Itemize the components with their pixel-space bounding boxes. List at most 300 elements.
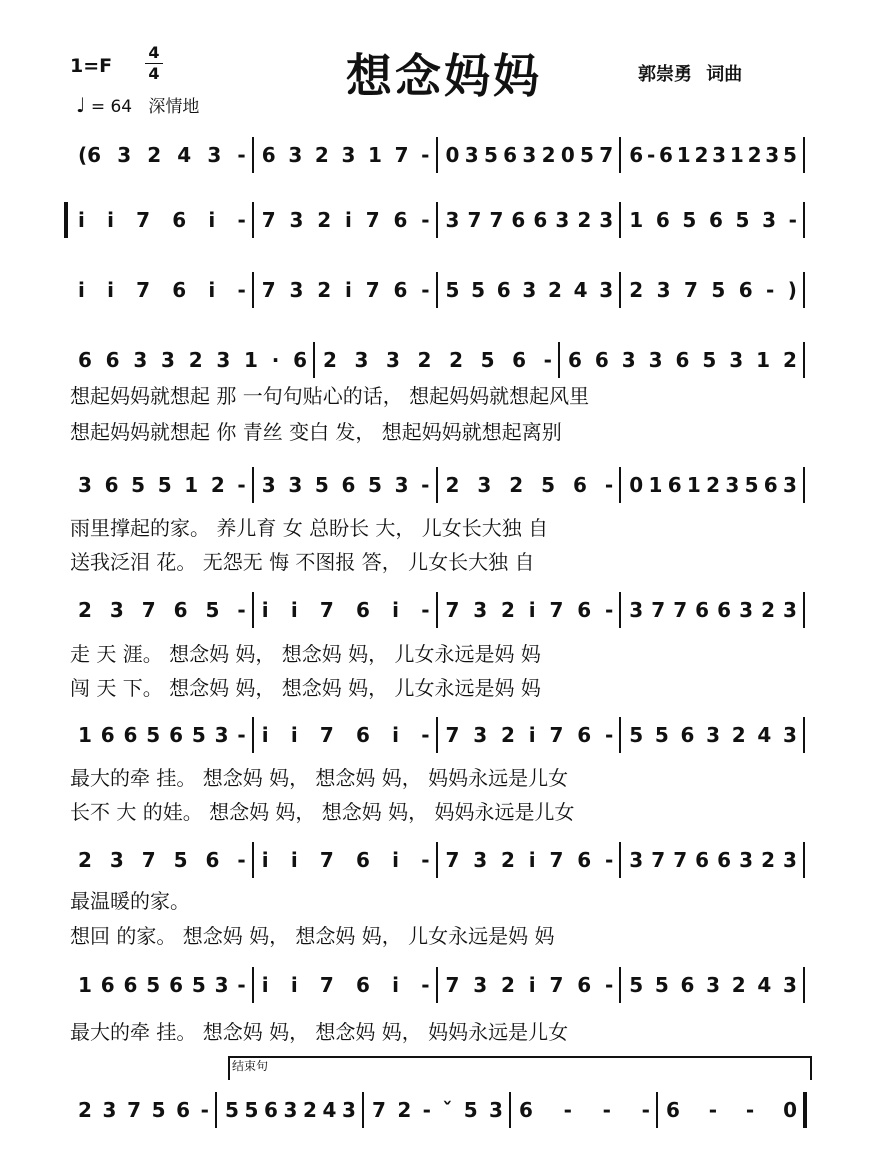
measure	[78, 135, 246, 175]
measure	[262, 465, 430, 505]
note: 7	[394, 143, 409, 167]
notation-system	[70, 340, 805, 380]
measure	[446, 715, 614, 755]
barline	[803, 967, 805, 1003]
note: 2	[417, 348, 432, 372]
note: 3	[555, 208, 570, 232]
measure	[323, 340, 552, 380]
note: 6	[533, 208, 548, 232]
note: -	[237, 848, 246, 872]
key-signature: 1=F	[70, 55, 113, 77]
note: 4	[757, 723, 772, 747]
note: 3	[621, 348, 636, 372]
note: 3	[216, 348, 231, 372]
note: -	[421, 143, 430, 167]
note: i	[528, 848, 536, 872]
note: -	[237, 598, 246, 622]
note: 3	[706, 723, 721, 747]
note: 6	[680, 723, 695, 747]
note: 3	[783, 598, 797, 622]
note: 1	[676, 143, 691, 167]
note: 2	[314, 143, 329, 167]
barline	[619, 202, 621, 238]
note: 3	[599, 278, 614, 302]
note: 2	[501, 723, 515, 747]
note: 1	[184, 473, 199, 497]
barline	[436, 137, 438, 173]
note: 3	[133, 348, 148, 372]
note: 2	[445, 473, 460, 497]
measure	[629, 840, 797, 880]
note: 3	[473, 848, 488, 872]
note: 3	[288, 473, 303, 497]
note: 6	[511, 208, 526, 232]
note: 5	[191, 723, 206, 747]
note: i	[107, 278, 114, 302]
note: i	[290, 973, 298, 997]
note: 1	[686, 473, 701, 497]
note: -	[237, 143, 246, 167]
note: 6	[577, 848, 592, 872]
note: 6	[594, 348, 609, 372]
note: 5	[654, 723, 669, 747]
measure	[372, 1090, 503, 1130]
note: 3	[394, 473, 409, 497]
note: 7	[261, 278, 276, 302]
note: 2	[317, 278, 332, 302]
note: 3	[473, 723, 488, 747]
note: 5	[580, 143, 594, 167]
note: 2	[548, 278, 562, 302]
note: 6	[356, 973, 370, 997]
note: 7	[319, 848, 334, 872]
lyric-line: 长不 大 的娃。 想念妈 妈， 想念妈 妈， 妈妈永远是儿女	[70, 800, 575, 824]
note: 2	[397, 1098, 412, 1122]
notation-system	[70, 135, 805, 175]
note: 6	[629, 143, 644, 167]
note: 3	[629, 598, 644, 622]
note: 6	[169, 723, 183, 747]
measure	[262, 135, 430, 175]
note: 6	[393, 208, 408, 232]
note: 3	[522, 143, 537, 167]
note: 2	[731, 723, 746, 747]
tempo-value: = 64	[90, 97, 133, 117]
barline	[215, 1092, 217, 1128]
measure	[629, 270, 797, 310]
note: 3	[725, 473, 740, 497]
barline	[362, 1092, 364, 1128]
note: 4	[573, 278, 588, 302]
note: 3	[207, 143, 222, 167]
note: 3	[109, 848, 124, 872]
note: i	[528, 598, 536, 622]
meter-top: 4	[148, 43, 160, 62]
note: 5	[445, 278, 460, 302]
note: 6	[695, 848, 710, 872]
measure	[78, 715, 246, 755]
note: i	[392, 848, 399, 872]
note: 3	[489, 1098, 503, 1122]
barline	[252, 272, 254, 308]
note: 1	[244, 348, 258, 372]
barline	[619, 842, 621, 878]
note: 2	[78, 598, 92, 622]
note: 7	[319, 973, 334, 997]
note: 7	[372, 1098, 386, 1122]
note: 6	[577, 598, 592, 622]
barline	[252, 842, 254, 878]
note: 3	[706, 973, 721, 997]
note: -	[237, 208, 246, 232]
note: 3	[445, 208, 460, 232]
note: 3	[648, 348, 663, 372]
note: 6	[738, 278, 753, 302]
measure	[629, 965, 797, 1005]
note: 6	[78, 348, 92, 372]
notation-system	[70, 200, 805, 240]
note: 2	[303, 1098, 317, 1122]
note: 3	[783, 973, 797, 997]
barline	[803, 342, 805, 378]
barline	[619, 137, 621, 173]
note: 6	[393, 278, 408, 302]
note: ·	[271, 348, 280, 372]
note: 3	[354, 348, 369, 372]
note: 5	[173, 848, 188, 872]
measure	[78, 590, 246, 630]
barline	[803, 272, 805, 308]
note: 7	[365, 208, 380, 232]
note: 6	[568, 348, 582, 372]
barline	[436, 967, 438, 1003]
note: 3	[78, 473, 92, 497]
note: 6	[100, 723, 115, 747]
notation-system	[70, 965, 805, 1005]
note: 6	[655, 208, 670, 232]
note: 5	[629, 723, 644, 747]
notation-system	[70, 840, 805, 880]
note: i	[392, 598, 399, 622]
measure	[262, 715, 430, 755]
note: 6	[708, 208, 723, 232]
note: 6	[261, 143, 276, 167]
note: 7	[127, 1098, 141, 1122]
note: 2	[188, 348, 203, 372]
measure	[78, 270, 246, 310]
measure	[629, 200, 797, 240]
note: 2	[210, 473, 225, 497]
note: 5	[471, 278, 486, 302]
note: 3	[283, 1098, 298, 1122]
note: 6	[264, 1098, 278, 1122]
barline	[509, 1092, 511, 1128]
measure	[446, 965, 614, 1005]
note: 5	[131, 473, 146, 497]
note: 6	[341, 473, 356, 497]
note: 3	[109, 598, 124, 622]
note: 7	[549, 973, 564, 997]
meter-bottom: 4	[148, 64, 160, 83]
measure	[629, 590, 797, 630]
note: 7	[549, 598, 564, 622]
note: i	[290, 848, 298, 872]
measure	[666, 1090, 797, 1130]
note: 7	[445, 848, 460, 872]
note: 7	[445, 598, 460, 622]
note: 3	[473, 973, 488, 997]
song-title: 想念妈妈	[346, 49, 542, 103]
measure	[519, 1090, 650, 1130]
measure	[225, 1090, 356, 1130]
note: 3	[161, 348, 175, 372]
notation-system	[70, 465, 805, 505]
note: 2	[747, 143, 762, 167]
measure	[446, 840, 614, 880]
note: 3	[656, 278, 671, 302]
note: 6	[519, 1098, 533, 1122]
note: 3	[599, 208, 614, 232]
note: 4	[177, 143, 192, 167]
note: 3	[473, 598, 488, 622]
note: 6	[577, 973, 592, 997]
note: -	[766, 278, 775, 302]
note: 2	[541, 143, 556, 167]
note: 7	[136, 278, 151, 302]
note: i	[392, 973, 399, 997]
note: 2	[78, 1098, 92, 1122]
note: 6	[356, 598, 370, 622]
note: 6	[503, 143, 518, 167]
barline	[619, 967, 621, 1003]
note: 2	[577, 208, 592, 232]
note: 5	[146, 723, 161, 747]
note: 5	[157, 473, 172, 497]
note: -	[237, 278, 246, 302]
lyric-line: 闯 天 下。 想念妈 妈， 想念妈 妈， 儿女永远是妈 妈	[70, 676, 541, 700]
measure	[78, 465, 246, 505]
note: 2	[501, 598, 515, 622]
note: 5	[314, 473, 329, 497]
note: 3	[783, 723, 797, 747]
note: 3	[712, 143, 727, 167]
note: 3	[464, 143, 479, 167]
note: i	[208, 208, 216, 232]
note: -	[543, 348, 552, 372]
note: i	[78, 208, 85, 232]
note: -	[604, 973, 614, 997]
lyric-line: 想起妈妈就想起 你 青丝 变白 发， 想起妈妈就想起离别	[70, 420, 562, 444]
note: 0	[560, 143, 575, 167]
note: 3	[214, 973, 229, 997]
barline	[558, 342, 560, 378]
note: 1	[648, 473, 663, 497]
expression-mark: 深情地	[148, 97, 200, 117]
note: 2	[783, 348, 797, 372]
note: 5	[702, 348, 717, 372]
note: i	[261, 598, 269, 622]
note: 2	[78, 848, 92, 872]
note: 7	[445, 973, 460, 997]
note: -	[237, 473, 246, 497]
note: -	[788, 208, 797, 232]
measure	[262, 590, 430, 630]
note: 1	[78, 973, 92, 997]
note: 7	[673, 598, 688, 622]
barline	[252, 717, 254, 753]
note: 3	[739, 848, 754, 872]
barline	[803, 467, 805, 503]
note: 5	[541, 473, 556, 497]
ending-bracket	[228, 1056, 812, 1080]
note: 2	[761, 848, 775, 872]
repeat-start-barline	[64, 202, 68, 238]
note: 5	[146, 973, 161, 997]
note: (6	[78, 143, 102, 167]
note: 6	[763, 473, 778, 497]
note: 6	[659, 143, 673, 167]
note: 1	[729, 143, 744, 167]
note: 2	[501, 973, 515, 997]
note: -	[563, 1098, 572, 1122]
note: -	[604, 848, 614, 872]
note: 3	[386, 348, 400, 372]
note: 7	[319, 598, 334, 622]
measure	[629, 465, 797, 505]
note: 5	[368, 473, 382, 497]
note: 5	[151, 1098, 166, 1122]
note: 7	[549, 723, 564, 747]
note: 7	[651, 848, 666, 872]
note: 3	[765, 143, 780, 167]
lyric-line: 想起妈妈就想起 那 一句句贴心的话， 想起妈妈就想起风里	[70, 384, 590, 408]
measure	[262, 840, 430, 880]
note: i	[345, 278, 352, 302]
measure	[262, 200, 430, 240]
note: -	[422, 1098, 431, 1122]
barline	[252, 467, 254, 503]
note: 1	[629, 208, 644, 232]
note: 2	[761, 598, 775, 622]
note: ˇ	[442, 1098, 453, 1122]
note: i	[392, 723, 399, 747]
note: 1	[78, 723, 92, 747]
note: -	[237, 973, 246, 997]
note: 0	[445, 143, 460, 167]
notation-system	[70, 715, 805, 755]
note: 7	[673, 848, 688, 872]
note: i	[261, 848, 269, 872]
note: 3	[117, 143, 132, 167]
barline	[803, 137, 805, 173]
note: 7	[319, 723, 334, 747]
note: -	[421, 278, 430, 302]
note: 3	[783, 473, 797, 497]
measure	[446, 270, 614, 310]
barline	[803, 717, 805, 753]
lyric-line: 想回 的家。 想念妈 妈， 想念妈 妈， 儿女永远是妈 妈	[70, 924, 555, 948]
barline	[252, 202, 254, 238]
note: 2	[509, 473, 524, 497]
measure	[446, 135, 614, 175]
note: -	[604, 598, 614, 622]
time-signature	[143, 44, 165, 83]
tempo-marking	[76, 92, 199, 117]
note: 7	[136, 208, 151, 232]
measure	[629, 135, 797, 175]
note: 6	[356, 723, 370, 747]
note: 6	[172, 278, 187, 302]
note: 1	[756, 348, 771, 372]
note: 0	[783, 1098, 797, 1122]
barline	[436, 202, 438, 238]
measure	[446, 200, 614, 240]
measure	[262, 965, 430, 1005]
note: 5	[744, 473, 759, 497]
note: 3	[739, 598, 754, 622]
note: 7	[651, 598, 666, 622]
measure	[78, 965, 246, 1005]
measure	[446, 465, 614, 505]
lyric-line: 走 天 涯。 想念妈 妈， 想念妈 妈， 儿女永远是妈 妈	[70, 642, 541, 666]
note: i	[78, 278, 85, 302]
measure	[629, 715, 797, 755]
note: 6	[666, 1098, 680, 1122]
note: 2	[323, 348, 337, 372]
note: 5	[654, 973, 669, 997]
note: 5	[735, 208, 750, 232]
note: 3	[477, 473, 492, 497]
barline	[313, 342, 315, 378]
lyric-line: 最大的牵 挂。 想念妈 妈， 想念妈 妈， 妈妈永远是儿女	[70, 1020, 569, 1044]
note: 5	[629, 973, 644, 997]
note: 4	[757, 973, 772, 997]
note: -	[604, 723, 614, 747]
note: 7	[467, 208, 482, 232]
note: -	[604, 473, 614, 497]
barline	[436, 467, 438, 503]
note: -	[421, 473, 430, 497]
note: 6	[496, 278, 511, 302]
barline	[619, 592, 621, 628]
note: i	[290, 598, 298, 622]
barline	[803, 592, 805, 628]
note: 3	[102, 1098, 117, 1122]
note: 6	[176, 1098, 191, 1122]
note: -	[421, 723, 430, 747]
measure	[78, 1090, 209, 1130]
note: 1	[368, 143, 382, 167]
barline	[619, 272, 621, 308]
note: 6	[717, 848, 732, 872]
measure	[262, 270, 430, 310]
quarter-note-icon: ♩	[76, 93, 86, 117]
note: 5	[682, 208, 697, 232]
note: 2	[317, 208, 332, 232]
note: 3	[629, 848, 644, 872]
note: -	[200, 1098, 209, 1122]
lyric-line: 雨里撑起的家。 养儿育 女 总盼长 大， 儿女长大独 自	[70, 516, 549, 540]
barline	[619, 467, 621, 503]
note: 6	[173, 598, 188, 622]
note: 7	[683, 278, 698, 302]
note: i	[261, 723, 269, 747]
note: 3	[729, 348, 744, 372]
barline	[436, 592, 438, 628]
note: 6	[512, 348, 527, 372]
barline	[619, 717, 621, 753]
note: 5	[225, 1098, 239, 1122]
